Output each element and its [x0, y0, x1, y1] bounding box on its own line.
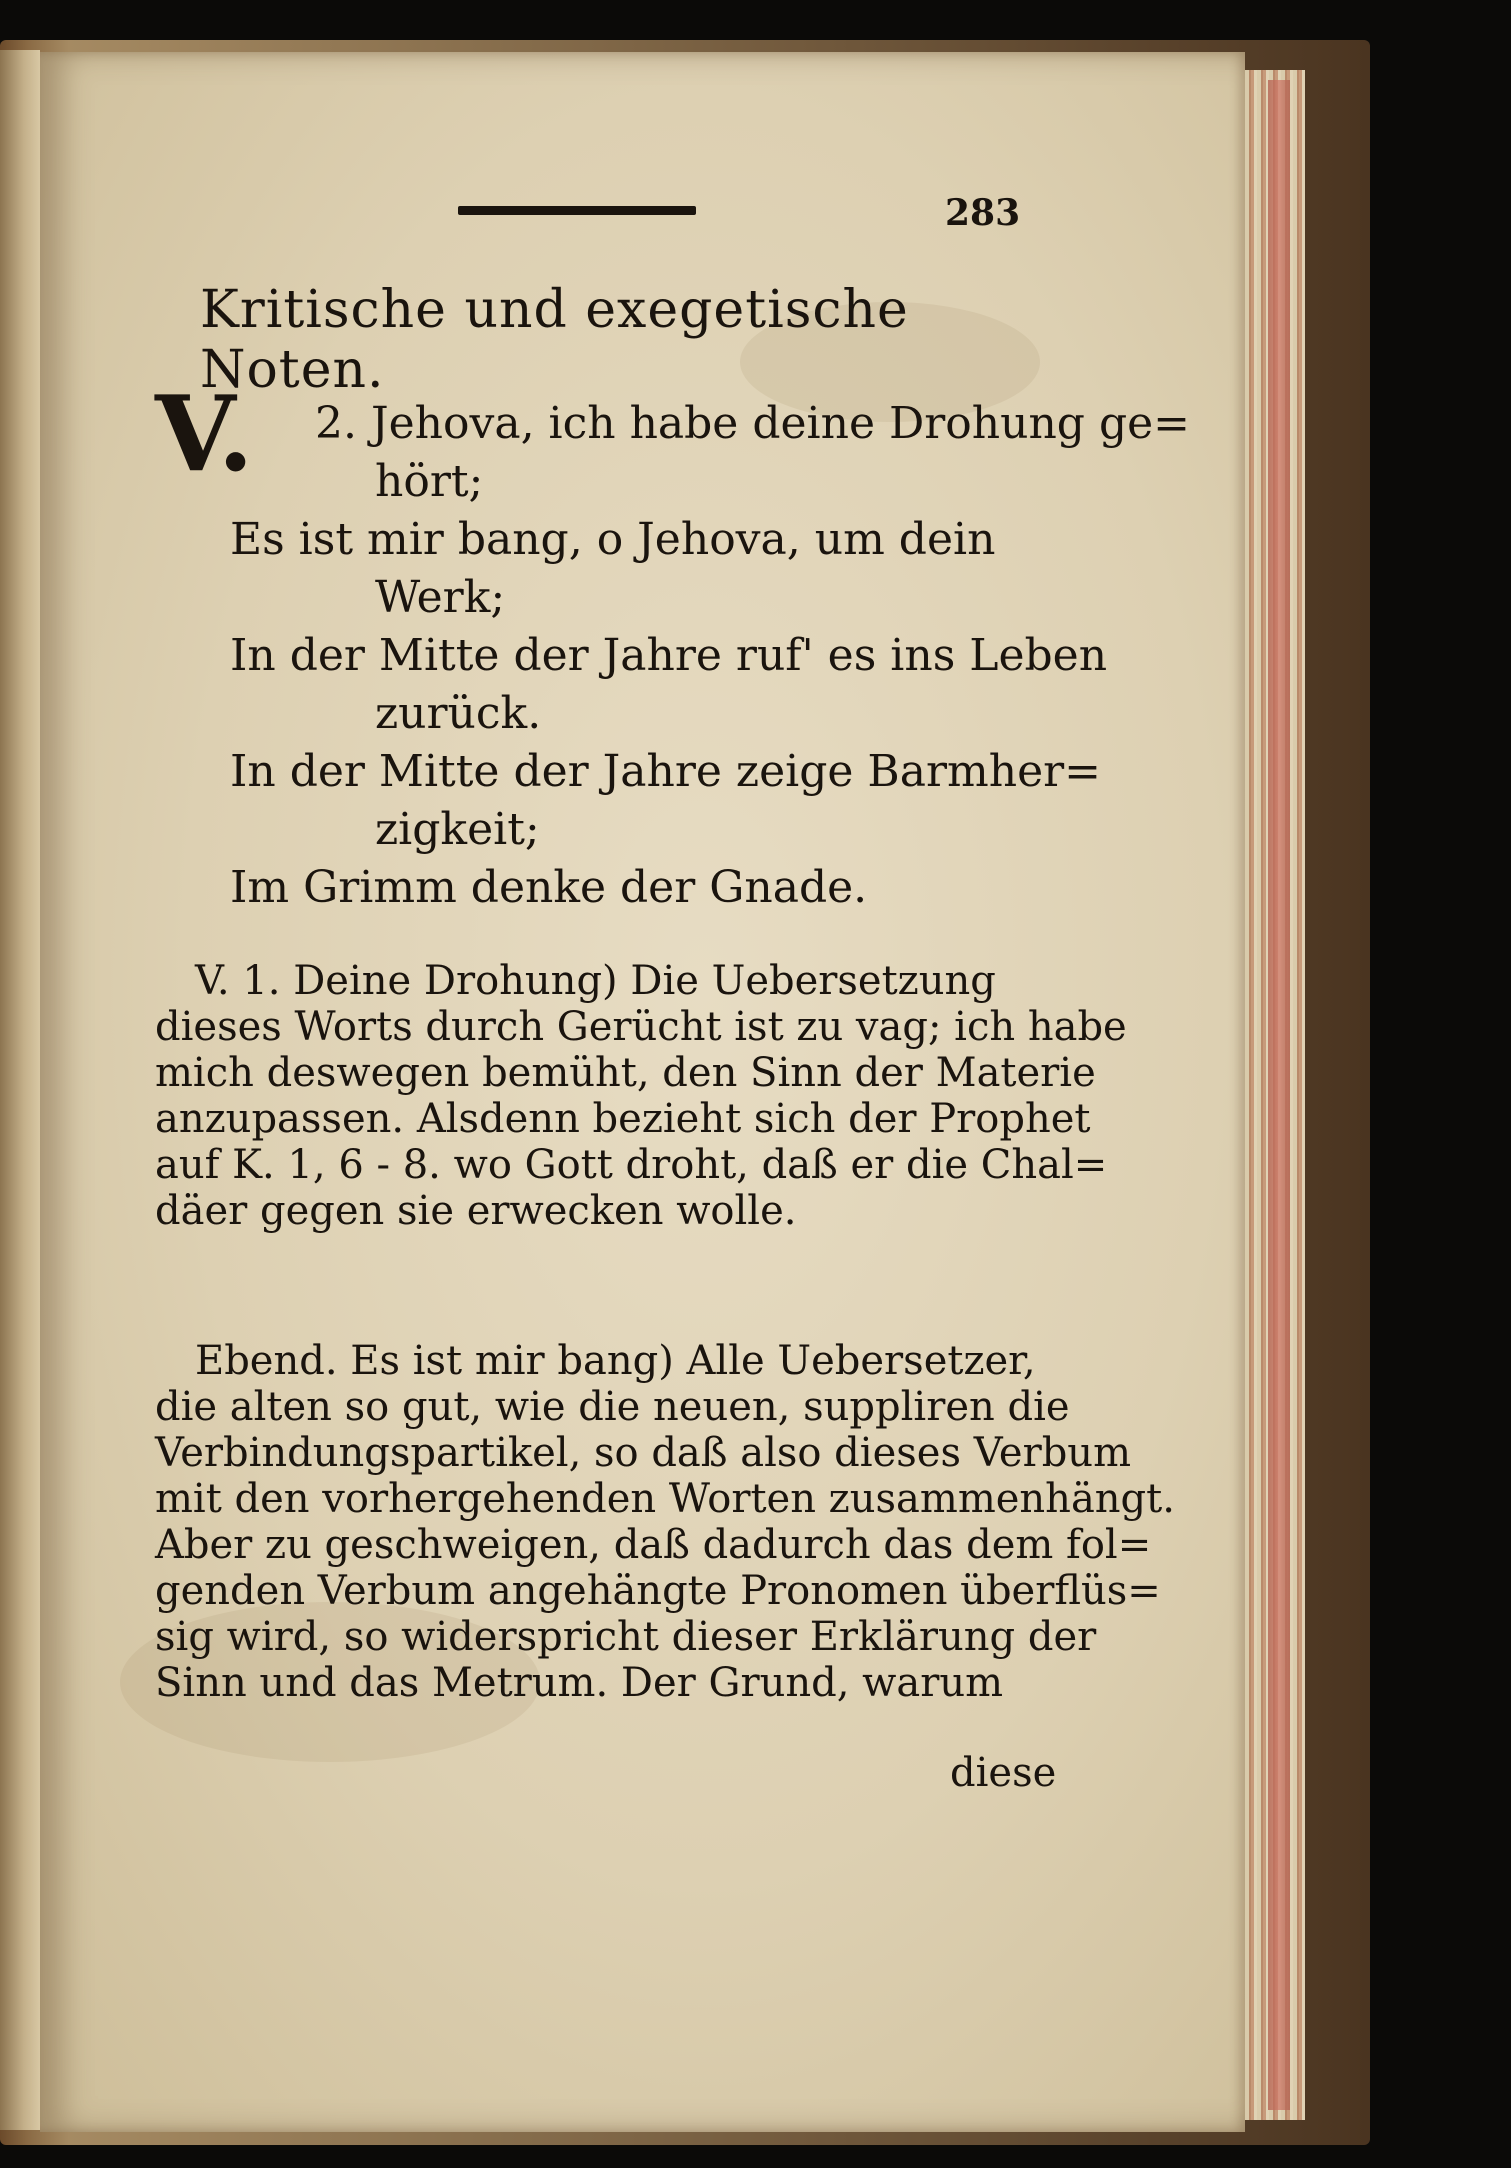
verse-block	[155, 395, 1191, 917]
note-paragraph-2	[155, 1338, 1175, 1706]
note-line: anzupassen. Alsdenn bezieht sich der Prophet	[155, 1096, 1091, 1142]
note-line: Ebend. Es ist mir bang) Alle Uebersetzer,	[195, 1338, 1036, 1384]
note-line: mich deswegen bemüht, den Sinn der Materie	[155, 1050, 1096, 1096]
red-edge	[1268, 80, 1290, 2110]
note-line: dieses Worts durch Gerücht ist zu vag; ich habe	[155, 1004, 1127, 1050]
header-rule	[458, 206, 696, 215]
drop-cap: V.	[155, 372, 254, 495]
section-heading: Kritische und exegetische Noten.	[200, 280, 909, 400]
verse-line: In der Mitte der Jahre ruf' es ins Leben	[230, 630, 1108, 681]
page-number: 283	[945, 192, 1021, 234]
catchword: diese	[950, 1750, 1057, 1796]
note-line: auf K. 1, 6 - 8. wo Gott droht, daß er die Chal=	[155, 1142, 1108, 1188]
note-line: Verbindungspartikel, so daß also dieses Verbum	[155, 1430, 1131, 1476]
note-line: mit den vorhergehenden Worten zusammenhängt.	[155, 1476, 1175, 1522]
verse-line: Es ist mir bang, o Jehova, um dein	[230, 514, 996, 565]
verse-line: Werk;	[375, 572, 506, 623]
facing-page-edge	[0, 50, 40, 2130]
note-line: Aber zu geschweigen, daß dadurch das dem fol=	[155, 1522, 1152, 1568]
note-line: Sinn und das Metrum. Der Grund, warum	[155, 1660, 1004, 1706]
verse-line: zigkeit;	[375, 804, 540, 855]
note-line: V. 1. Deine Drohung) Die Uebersetzung	[195, 958, 996, 1004]
verse-line: hört;	[375, 456, 484, 507]
verse-line: In der Mitte der Jahre zeige Barmher=	[230, 746, 1102, 797]
note-paragraph-1	[155, 958, 1127, 1234]
note-line: sig wird, so widerspricht dieser Erklärung der	[155, 1614, 1097, 1660]
note-line: die alten so gut, wie die neuen, suppliren die	[155, 1384, 1070, 1430]
verse-line: 2. Jehova, ich habe deine Drohung ge=	[315, 398, 1191, 449]
verse-line: Im Grimm denke der Gnade.	[230, 862, 868, 913]
note-line: genden Verbum angehängte Pronomen überflüs=	[155, 1568, 1161, 1614]
note-line: däer gegen sie erwecken wolle.	[155, 1188, 797, 1234]
verse-line: zurück.	[375, 688, 542, 739]
